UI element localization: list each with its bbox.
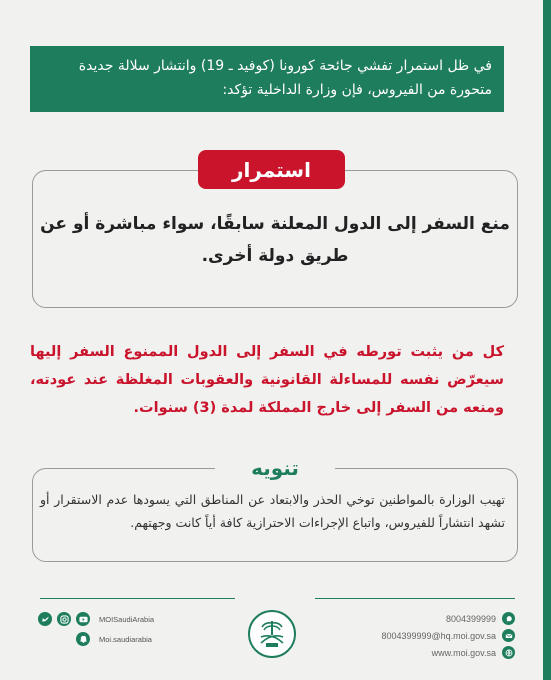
ministry-emblem-logo — [248, 610, 296, 658]
side-accent-stripe — [543, 0, 551, 680]
website-url[interactable]: www.moi.gov.sa — [431, 647, 496, 658]
continuation-body: منع السفر إلى الدول المعلنة سابقًا، سواء مباشرة أو عن طريق دولة أخرى. — [40, 214, 510, 266]
email-icon — [502, 629, 515, 642]
social-row-secondary — [76, 632, 152, 646]
web-icon — [502, 646, 515, 659]
contact-email — [381, 629, 515, 642]
contact-website — [432, 646, 515, 659]
intro-banner — [30, 46, 504, 112]
snapchat-icon[interactable] — [76, 632, 90, 646]
social-row-primary — [38, 612, 154, 626]
instagram-icon[interactable] — [57, 612, 71, 626]
social-handle-secondary[interactable]: Moi.saudiarabia — [99, 634, 152, 644]
phone-number[interactable]: 8004399999 — [445, 613, 496, 624]
continuation-label: استمرار — [198, 150, 345, 189]
footer-divider-right — [315, 598, 515, 599]
footer-divider-left — [40, 598, 235, 599]
intro-banner-text: في ظل استمرار تفشي جائحة كورونا (كوفيد ـ 19) وانتشار سلالة جديدة متحورة من الفيروس، فإن وزارة الداخلية تؤكد: — [78, 58, 492, 98]
notice-text: تهيب الوزارة بالمواطنين توخي الحذر والابتعاد عن المناطق التي يسودها عدم الاستقرار أو تشهد انتشاراً للفيروس، واتباع الإجراءات الاحترازية كافة أياً كانت وجهتهم. — [40, 492, 505, 530]
whatsapp-icon — [502, 612, 515, 625]
email-address[interactable]: 8004399999@hq.moi.gov.sa — [381, 630, 496, 641]
youtube-icon[interactable] — [76, 612, 90, 626]
warning-text: كل من يثبت تورطه في السفر إلى الدول الممنوع السفر إليها سيعرّض نفسه للمساءلة القانونية والعقوبات المغلظة عند عودته، ومنعه من السفر إلى خارج المملكة لمدة (3) سنوات. — [30, 344, 504, 416]
palm-swords-icon — [255, 617, 289, 651]
twitter-icon[interactable] — [38, 612, 52, 626]
social-handle-primary[interactable]: MOISaudiArabia — [99, 614, 155, 624]
contact-phone — [446, 612, 515, 625]
notice-title: تنويه — [215, 455, 335, 481]
